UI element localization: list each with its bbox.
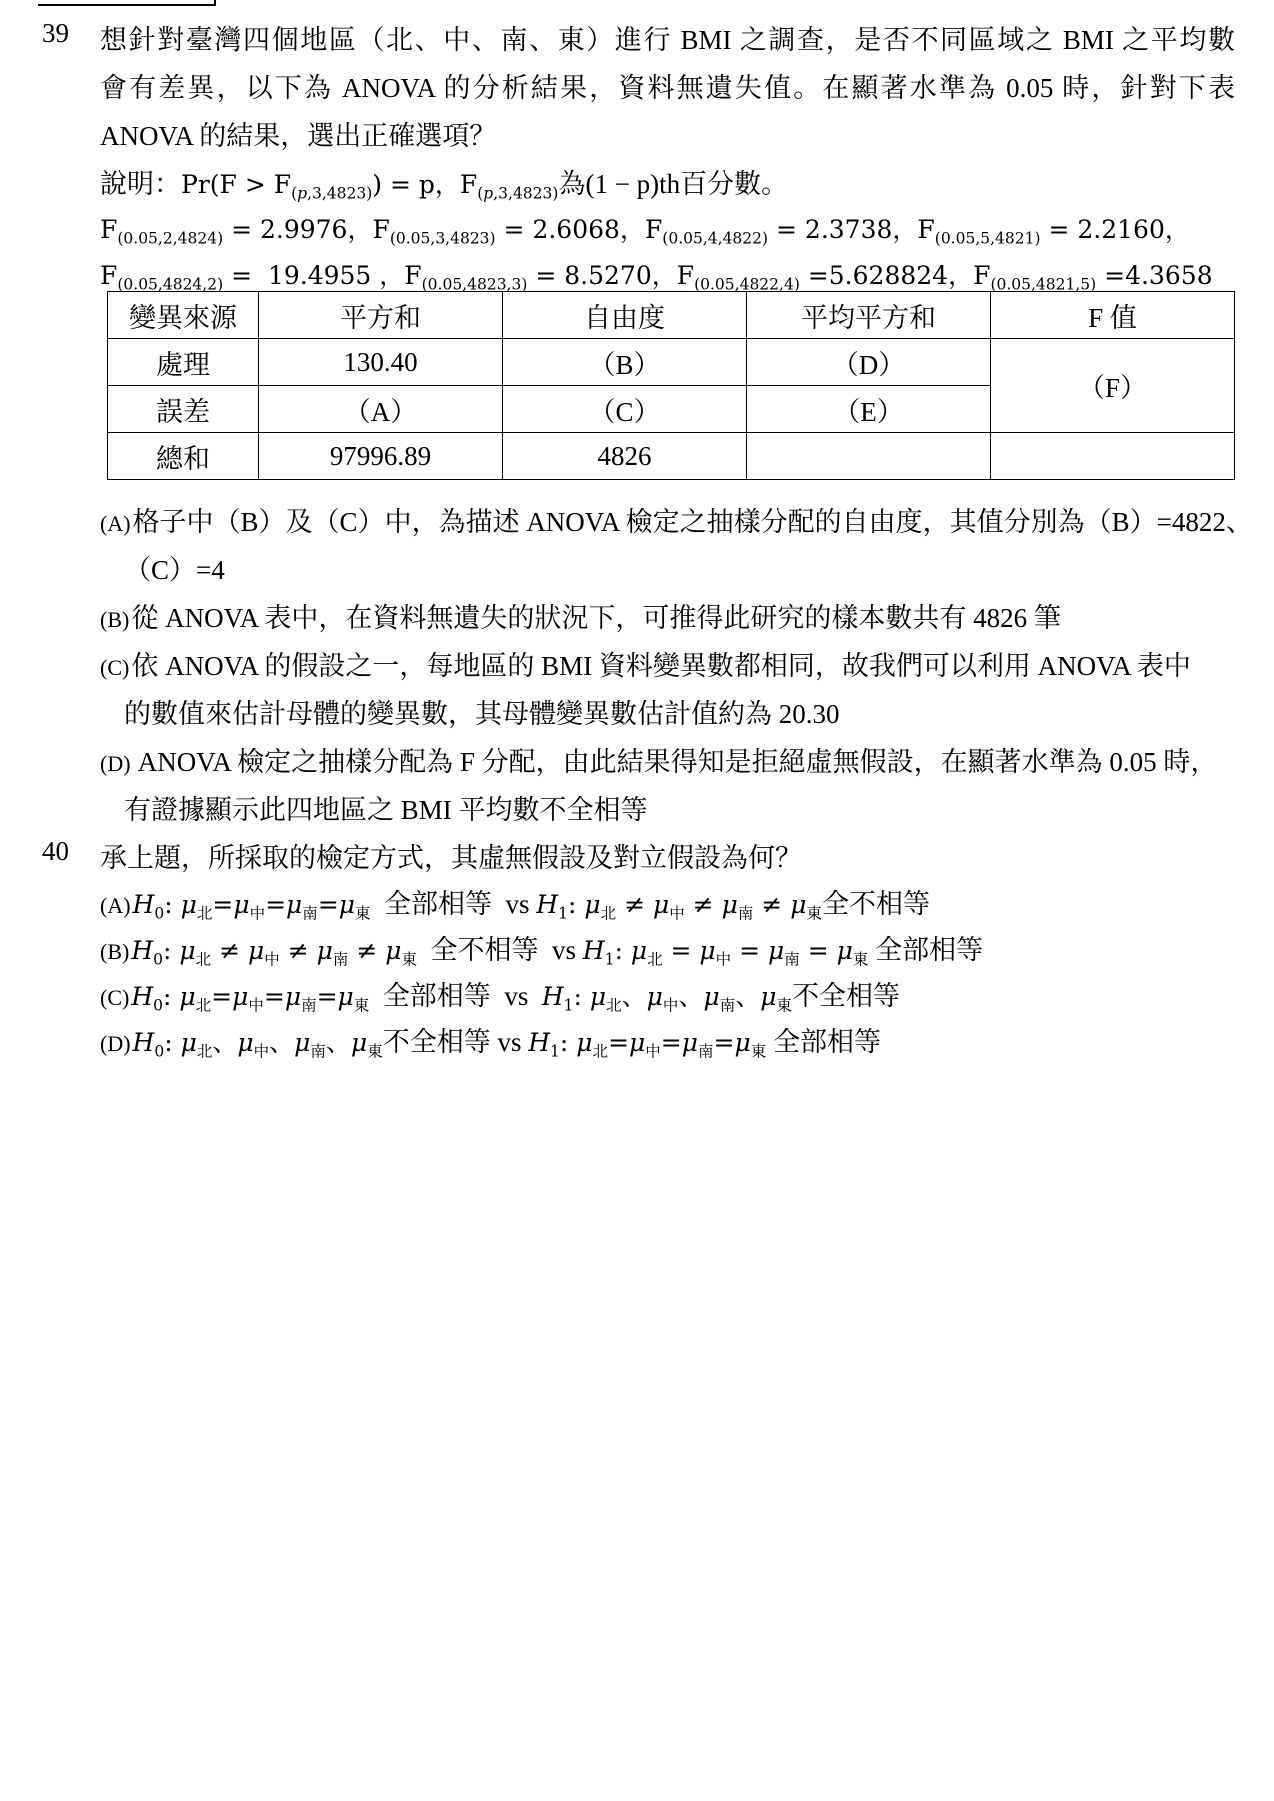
option-label: (D) <box>100 1031 131 1056</box>
option-text: ANOVA 檢定之抽樣分配為 F 分配，由此結果得知是拒絕虛無假設，在顯著水準為 0.05 時， <box>132 747 1218 777</box>
option-c[interactable]: $(C)H_0$: $\mu_北=\mu_中=\mu_南=\mu_東$ 全部相等 vs $H_1$: $\mu_北$、$\mu_中$、$\mu_南$、$\mu_東$不全相等 <box>100 981 900 1015</box>
header-rule <box>38 0 216 6</box>
h1-text: 全部相等 <box>875 935 984 965</box>
table-cell: 97996.89 <box>259 433 503 480</box>
table-header-row <box>108 292 1235 339</box>
option-b[interactable]: $(B)H_0$: $\mu_北 \ne \mu_中 \ne \mu_南 \ne \mu_東$ 全不相等 vs $H_1$: $\mu_北 = \mu_中 = \mu_南 = \mu_東$ 全部相等 <box>100 935 984 969</box>
option-text: 從 ANOVA 表中，在資料無遺失的狀況下，可推得此研究的樣本數共有 4826 筆 <box>131 603 1061 633</box>
option-a[interactable]: $(A)H_0$: $\mu_北=\mu_中=\mu_南=\mu_東$ 全部相等 vs $H_1$: $\mu_北 \ne \mu_中 \ne \mu_南 \ne \mu_東$全不相等 <box>100 889 930 923</box>
h1-text: 全部相等 <box>772 1027 881 1057</box>
table-header-cell: 平均平方和 <box>747 292 991 339</box>
table-cell: 處理 <box>108 339 259 386</box>
table-cell: （C） <box>503 386 747 433</box>
table-cell: （B） <box>503 339 747 386</box>
f-value: 2.9976 <box>259 215 348 244</box>
f-value-cell: （F） <box>991 339 1235 433</box>
option-label: (C) <box>100 655 130 680</box>
h0-text: 全不相等 <box>430 935 539 965</box>
option-label: (B) <box>100 939 130 964</box>
f-value: 5.628824 <box>828 261 949 290</box>
note-label: 說明： <box>100 169 181 199</box>
option-label: (B) <box>100 607 130 632</box>
option-label: (A) <box>100 511 131 536</box>
table-row <box>108 339 1235 386</box>
option-label: (D) <box>100 751 131 776</box>
question-number: 39 <box>42 18 69 48</box>
option-a[interactable] <box>100 500 1253 539</box>
note-suffix: 為(1 − p)th百分數。 <box>558 169 789 199</box>
option-label: (A) <box>100 893 131 918</box>
question-number: 40 <box>42 836 69 866</box>
table-cell: （A） <box>259 386 503 433</box>
question-stem-line: 會有差異，以下為 ANOVA 的分析結果，資料無遺失值。在顯著水準為 0.05 時，針對下表 <box>100 73 1235 103</box>
f-value: 19.4955 <box>267 261 372 290</box>
f-value: 4.3658 <box>1125 261 1213 290</box>
option-b[interactable] <box>100 596 1061 635</box>
f-critical-values-line-1: $F_{(0.05,2,4824)} = 2.9976$，$F_{(0.05,3,4823)} = 2.6068$，$F_{(0.05,4,4822)} = 2.3738$，$F_{(0.05,5,4821)} = 2.2160$， <box>100 215 1190 248</box>
h1-text: 不全相等 <box>792 981 900 1011</box>
anova-table <box>107 291 1235 480</box>
question-stem-line: ANOVA 的結果，選出正確選項？ <box>100 121 497 151</box>
table-row <box>108 433 1235 480</box>
option-text: 依 ANOVA 的假設之一，每地區的 BMI 資料變異數都相同，故我們可以利用 ANOVA 表中 <box>131 651 1191 681</box>
f-value: 2.2160 <box>1077 215 1165 244</box>
f-value: 2.6068 <box>532 215 620 244</box>
question-stem: 承上題，所採取的檢定方式，其虛無假設及對立假設為何？ <box>100 843 802 873</box>
table-cell <box>991 433 1235 480</box>
note-line: 說明：$Pr(F > F_{(p,3,4823)}) = p$，$F_{(p,3,4823)}$為(1 − p)th百分數。 <box>100 169 789 203</box>
table-cell <box>747 433 991 480</box>
f-value: 2.3738 <box>804 215 893 244</box>
h0-text: 全部相等 <box>384 889 493 919</box>
table-cell: 誤差 <box>108 386 259 433</box>
option-d[interactable] <box>100 740 1217 779</box>
table-cell: 130.40 <box>259 339 503 386</box>
option-c-continued: 的數值來估計母體的變異數，其母體變異數估計值約為 20.30 <box>124 699 840 729</box>
option-d[interactable]: $(D)H_0$: $\mu_北$、$\mu_中$、$\mu_南$、$\mu_東$不全相等 vs $H_1$: $\mu_北=\mu_中=\mu_南=\mu_東$ 全部相等 <box>100 1027 881 1061</box>
table-cell: （D） <box>747 339 991 386</box>
h0-text: 不全相等 <box>382 1027 491 1057</box>
table-cell: 4826 <box>503 433 747 480</box>
h1-text: 全不相等 <box>821 889 930 919</box>
h0-text: 全部相等 <box>382 981 491 1011</box>
option-a-continued: （C）=4 <box>124 555 225 585</box>
option-c[interactable] <box>100 644 1191 683</box>
table-header-cell: F 值 <box>991 292 1235 339</box>
option-label: (C) <box>100 985 130 1010</box>
table-header-cell: 平方和 <box>259 292 503 339</box>
table-header-cell: 變異來源 <box>108 292 259 339</box>
table-header-cell: 自由度 <box>503 292 747 339</box>
table-cell: （E） <box>747 386 991 433</box>
table-cell: 總和 <box>108 433 259 480</box>
f-value: 8.5270 <box>564 261 652 290</box>
option-text: 格子中（B）及（C）中，為描述 ANOVA 檢定之抽樣分配的自由度，其值分別為（B）=4822、 <box>132 507 1253 537</box>
question-stem-line: 想針對臺灣四個地區（北、中、南、東）進行 BMI 之調查，是否不同區域之 BMI 之平均數 <box>100 25 1235 55</box>
f-critical-values-line-2: $F_{(0.05,4824,2)} = 19.4955$ ，$F_{(0.05,4823,3)} = 8.5270$，$F_{(0.05,4822,4)} =5.628824$，$F_{(0.05,4821,5)} =4.3658$ <box>100 261 1213 294</box>
option-d-continued: 有證據顯示此四地區之 BMI 平均數不全相等 <box>124 795 648 825</box>
